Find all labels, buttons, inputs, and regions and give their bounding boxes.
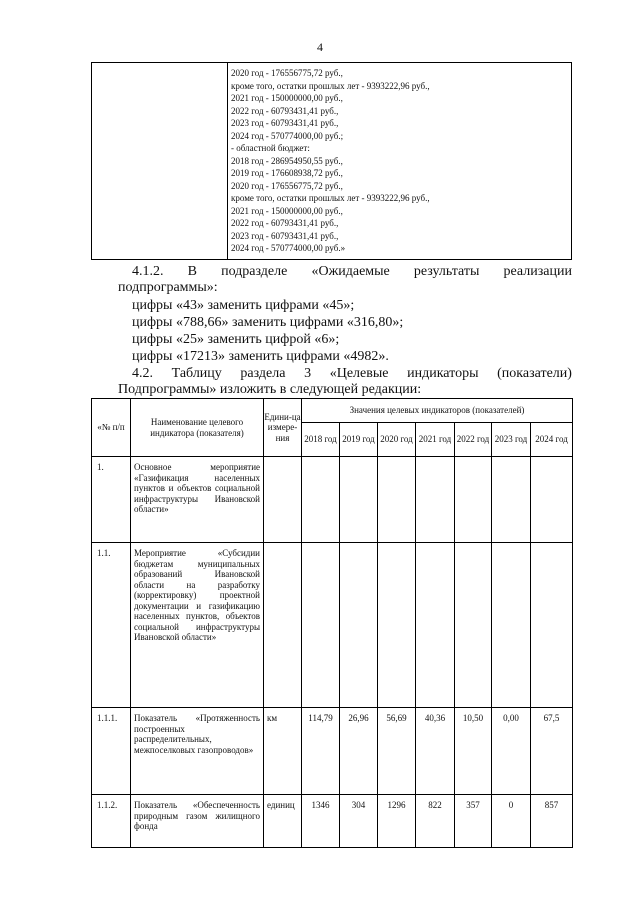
value-cell — [302, 457, 340, 543]
value-cell — [531, 543, 573, 708]
financing-line: 2020 год - 176556775,72 руб., — [231, 68, 343, 78]
financing-line: 2021 год - 150000000,00 руб., — [231, 93, 343, 103]
page-number: 4 — [317, 40, 323, 54]
value-cell — [531, 457, 573, 543]
empty-cell — [92, 63, 228, 260]
table-row — [92, 795, 573, 848]
header-year: 2018 год — [302, 423, 340, 457]
row-number: 1. — [92, 457, 131, 543]
header-year: 2021 год — [416, 423, 455, 457]
indicator-name: Основное мероприятие «Газификация населенных пунктов и объектов социальной инфраструктуры Ивановской области» — [131, 457, 264, 543]
word: индикаторы — [407, 366, 479, 381]
value-cell: 0,00 — [492, 708, 531, 795]
indicator-unit: единиц — [264, 795, 302, 848]
indicator-unit — [264, 457, 302, 543]
value-cell — [416, 543, 455, 708]
paragraph-4-2-continuation: Подпрограммы» изложить в следующей редакции: — [118, 382, 422, 397]
replace-line-1: цифры «43» заменить цифрами «45»; — [132, 298, 355, 313]
header-num: «№ п/п — [92, 399, 131, 457]
value-cell: 10,50 — [455, 708, 492, 795]
paragraph-4-1-2-continuation: подпрограммы»: — [118, 280, 218, 295]
value-cell — [340, 543, 378, 708]
replace-line-4: цифры «17213» заменить цифрами «4982». — [132, 349, 389, 364]
value-cell: 857 — [531, 795, 573, 848]
target-indicators-table — [91, 398, 573, 848]
word: 4.2. — [132, 366, 153, 381]
indicator-name: Показатель «Протяженность построенных распределительных, межпоселковых газопроводов» — [131, 708, 264, 795]
word: 4.1.2. — [132, 264, 164, 279]
value-cell — [416, 457, 455, 543]
replace-line-3: цифры «25» заменить цифрой «6»; — [132, 332, 340, 347]
financing-line: 2019 год - 176608938,72 руб., — [231, 168, 343, 178]
value-cell: 0 — [492, 795, 531, 848]
value-cell: 114,79 — [302, 708, 340, 795]
value-cell — [492, 457, 531, 543]
financing-line: 2023 год - 60793431,41 руб., — [231, 118, 339, 128]
value-cell: 40,36 — [416, 708, 455, 795]
word: (показатели) — [497, 366, 572, 381]
value-cell: 1296 — [378, 795, 416, 848]
value-cell: 357 — [455, 795, 492, 848]
header-year: 2019 год — [340, 423, 378, 457]
replace-line-2: цифры «788,66» заменить цифрами «316,80»; — [132, 315, 404, 330]
row-number: 1.1.1. — [92, 708, 131, 795]
value-cell — [302, 543, 340, 708]
word: раздела — [240, 366, 286, 381]
word: Таблицу — [171, 366, 222, 381]
row-number: 1.1.2. — [92, 795, 131, 848]
financing-line: 2018 год - 286954950,55 руб., — [231, 155, 343, 166]
financing-cell — [228, 63, 572, 260]
financing-line: 2021 год - 150000000,00 руб., — [231, 205, 343, 216]
value-cell: 56,69 — [378, 708, 416, 795]
value-cell: 1346 — [302, 795, 340, 848]
header-year: 2024 год — [531, 423, 573, 457]
row-number: 1.1. — [92, 543, 131, 708]
word: «Целевые — [329, 366, 389, 381]
indicator-unit: км — [264, 708, 302, 795]
value-cell — [340, 457, 378, 543]
value-cell: 822 — [416, 795, 455, 848]
value-cell — [455, 543, 492, 708]
value-cell: 67,5 — [531, 708, 573, 795]
financing-lines — [228, 63, 571, 255]
financing-line: 2020 год - 176556775,72 руб., — [231, 180, 343, 191]
financing-line: 2024 год - 570774000,00 руб.; — [231, 130, 344, 141]
indicator-unit — [264, 543, 302, 708]
word: реализации — [503, 264, 572, 279]
financing-line: - областной бюджет: — [231, 143, 310, 153]
indicator-name: Показатель «Обеспеченность природным газом жилищного фонда — [131, 795, 264, 848]
financing-line: 2023 год - 60793431,41 руб., — [231, 230, 339, 241]
value-cell: 26,96 — [340, 708, 378, 795]
header-year: 2023 год — [492, 423, 531, 457]
table-row — [92, 708, 573, 795]
table-row — [92, 543, 573, 708]
table-row — [92, 457, 573, 543]
word: 3 — [304, 366, 312, 381]
header-year: 2022 год — [455, 423, 492, 457]
financing-line: 2022 год - 60793431,41 руб., — [231, 218, 339, 228]
word: результаты — [413, 264, 480, 279]
word: В — [187, 264, 197, 279]
header-unit: Едини-ца измере-ния — [264, 399, 302, 457]
header-name: Наименование целевого индикатора (показателя) — [131, 399, 264, 457]
header-values-group: Значения целевых индикаторов (показателей) — [302, 399, 573, 423]
word: «Ожидаемые — [311, 264, 390, 279]
financing-line: кроме того, остатки прошлых лет - 9393222,96 руб., — [231, 80, 430, 91]
financing-continuation-table — [91, 62, 572, 260]
value-cell: 304 — [340, 795, 378, 848]
value-cell — [492, 543, 531, 708]
financing-line: 2024 год - 570774000,00 руб.» — [231, 243, 346, 253]
financing-line: кроме того, остатки прошлых лет - 9393222,96 руб., — [231, 193, 430, 203]
word: подразделе — [221, 264, 288, 279]
value-cell — [378, 543, 416, 708]
indicator-name: Мероприятие «Субсидии бюджетам муниципальных образований Ивановской области на разработку (корректировку) проектной документации и газификацию населенных пунктов, объектов социальной инфраструктуры Ивановской области» — [131, 543, 264, 708]
header-year: 2020 год — [378, 423, 416, 457]
financing-line: 2022 год - 60793431,41 руб., — [231, 105, 339, 116]
value-cell — [455, 457, 492, 543]
value-cell — [378, 457, 416, 543]
